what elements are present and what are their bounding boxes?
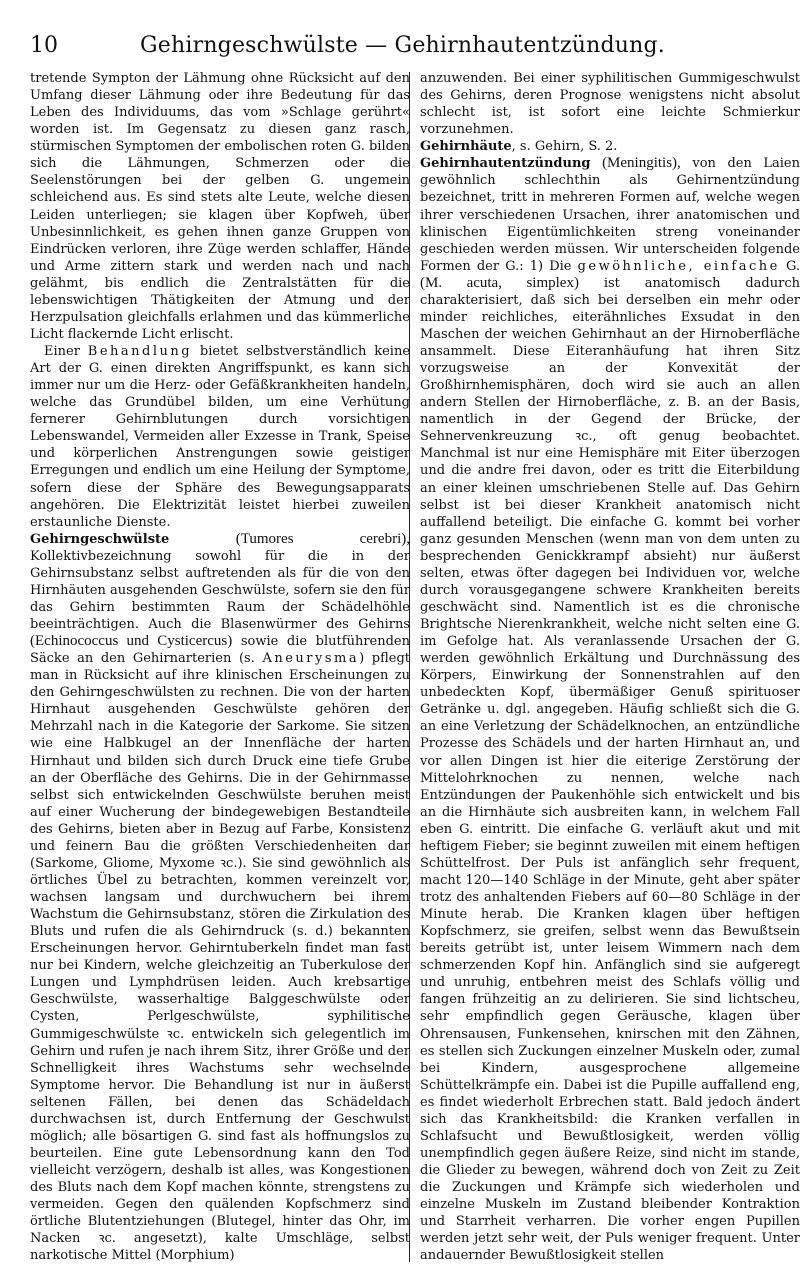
text-run: , s. Gehirn, S. 2. (511, 139, 618, 155)
latin-term: (Meningitis), (602, 155, 681, 172)
headword-gehirnhaeute: Gehirnhäute (420, 139, 512, 155)
text-run: G. (779, 258, 800, 274)
spaced-term: gewöhnliche, einfache (577, 258, 780, 274)
latin-term: (Tumores cerebri), (235, 530, 410, 547)
paragraph-behandlung (30, 343, 410, 531)
spaced-term-behandlung: Behandlung (87, 344, 193, 359)
paragraph-lahmung: tretende Sympton der Lähmung ohne Rücksicht auf den Umfang dieser Lähmung oder ihre Bedeutung für das Leben des Individuums, das vom »Schlage gerührt« worden ist. Im Gegensatz zu diesen ganz rasch, stürmischen Symptomen der embolischen roten G. bilden sich die Lähmungen, Schmerzen oder die Seelenstörungen bei der gelben G. ungemein schleichend aus. Es sind stets alte Leute, welche diesen Leiden unterliegen; sie klagen über Kopfweh, über Unbesinnlichkeit, es gehen ihnen ganze Gruppen von Eindrücken verloren, ihre Züge werden schlaffer, Hände und Arme zittern stark und werden nach und nach gelähmt, bis endlich die Zentralstätten für die lebenswichtigen Thätigkeiten der Atmung und der Herzpulsation gleichfalls erlahmen und das kümmerliche Licht flackernde Licht erlischt. (30, 71, 410, 342)
page-number: 10 (30, 33, 58, 58)
text-run: von den Laien gewöhnlich schlechthin als Gehirnentzündung bezeichnet, tritt in mehreren Formen auf, welche wegen ihrer verschiedenen Ursachen, ihrer anatomischen und klinischen Eigentümlichkeiten streng voneinander geschieden werden müssen. Wir unterscheiden folgende Formen der G.: 1) Die (420, 156, 800, 274)
entry-gehirnhautentzuendung (420, 155, 800, 1264)
text-run: bietet selbstverständlich keine Art der G. einen direkten Angriffspunkt, es kann sich immer nur um die Herz- oder Gefäßkrankheiten handeln, welche das Grundübel bilden, um eine Verhütung fernerer Gehirnblutungen durch vorsichtigen Lebenswandel, Vermeiden aller Exzesse in Trank, Speise und körperlichen Anstrengungen sowie geistiger Erregungen und endlich um eine Heilung der Symptome, sofern diese der Sphäre des Bewegungsapparats angehören. Die Elektrizität leistet hierbei zuweilen erstaunliche Dienste. (30, 344, 410, 530)
left-column (30, 70, 410, 1265)
right-column (420, 70, 800, 1265)
text-run: Kollektivbezeichnung sowohl für die in der Gehirnsubstanz selbst auftretenden als für die von den Hirnhäuten ausgehenden Geschwülste, sofern sie den für das Gehirn bestimmten Raum der Schädelhöhle beeinträchtigen. Auch die Blasenwürmer des Gehirns (30, 548, 410, 632)
entry-gehirnhaeute (420, 138, 800, 155)
page-header (30, 30, 775, 62)
entry-gehirngeschwuelste (30, 531, 410, 1265)
text-run: sowie die blutführenden Säcke an den Gehirnarterien (s. (30, 634, 410, 667)
paragraph-continuation: anzuwenden. Bei einer syphilitischen Gummigeschwulst des Gehirns, deren Prognose wenigstens nicht absolut schlecht ist, ist sofort eine leichte Schmierkur vorzunehmen. (420, 71, 800, 138)
headword-gehirngeschwuelste: Gehirngeschwülste (30, 531, 170, 547)
cross-reference-aneurysma: Aneurysma (262, 651, 360, 667)
running-title: Gehirngeschwülste — Gehirnhautentzündung. (140, 33, 665, 58)
text-run: Einer (44, 344, 88, 359)
text-run: ist anatomisch dadurch charakterisiert, daß sich bei derselben ein mehr oder minder reichliches, eiterähnliches Exsudat in den Maschen der weichen Gehirnhaut an der Hirnoberfläche ansammelt. Diese Eiteranhäufung hat ihren Sitz vorzugsweise an der Konvexität der Großhirnhemisphären, doch wird sie auch an allen andern Stellen der Hirnoberfläche, z. B. an der Basis, namentlich in der Gegend der Brücke, der Sehnervenkreuzung ꝛc., oft genug beobachtet. Manchmal ist nur eine Hemisphäre mit Eiter überzogen und die andre frei davon, oder es tritt die Eiterbildung an einer kleinen umschriebenen Stelle auf. Das Gehirn selbst ist bei dieser Krankheit anatomisch nicht auffallend beteiligt. Die einfache G. kommt bei vorher ganz gesunden Menschen (wenn man von dem unten zu besprechenden Genickkrampf absieht) nur äußerst selten, etwas öfter dagegen bei Individuen vor, welche durch vorausgegangene schwere Krankheiten bereits geschwächt sind. Namentlich ist es die chronische Brightsche Nierenkrankheit, welche nicht selten eine G. im Gefolge hat. Als veranlassende Ursachen der G. werden gewöhnlich Erkältung und Durchnässung des Körpers, Einwirkung der Sonnenstrahlen auf den unbedeckten Kopf, übermäßiger Genuß spirituoser Getränke u. dgl. angegeben. Häufig schließt sich die G. an eine Verletzung der Schädelknochen, an entzündliche Prozesse des Schädels und der harten Hirnhaut an, und vor allen Dingen ist hier die eiterige Zerstörung der Mittelohrknochen zu nennen, welche nach Entzündungen der Paukenhöhle sich entwickelt und bis an die Hirnhäute sich ausbreiten kann, in welchem Fall eben G. eintritt. Die einfache G. verläuft akut und mit heftigem Fieber; sie beginnt zuweilen mit einem heftigen Schüttelfrost. Der Puls ist anfänglich sehr frequent, macht 120—140 Schläge in der Minute, geht aber später trotz des anhaltenden Fiebers auf 60—80 Schläge in der Minute herab. Die Kranken klagen über heftigen Kopfschmerz, sie greifen, selbst wenn das Bewußtsein bereits getrübt ist, unter leisem Wimmern nach dem schmerzenden Kopf hin. Anfänglich sind sie aufgeregt und unruhig, entbehren meist des Schlafs völlig und fangen frühzeitig an zu delirieren. Sie sind lichtscheu, sehr empfindlich gegen Geräusche, klagen über Ohrensausen, Funkensehen, knirschen mit den Zähnen, es stellen sich Zuckungen einzelner Muskeln oder, zumal bei Kindern, ausgesprochene allgemeine Schüttelkrämpfe ein. Dabei ist die Pupille auffallend eng, es findet wiederholt Erbrechen statt. Bald jedoch ändert sich das Krankheitsbild: die Kranken verfallen in Schlafsucht und Bewußtlosigkeit, werden völlig unempfindlich gegen äußere Reize, sind nicht im stande, die Glieder zu bewegen, während doch von Zeit zu Zeit die Zuckungen und Krämpfe sich wiederholen und einzelne Muskeln im Zustand bleibender Kontraktion und Starrheit verharren. Die vorher engen Pupillen werden jetzt sehr weit, der Puls weniger frequent. Unter andauernder Bewußtlosigkeit stellen (420, 275, 800, 1264)
latin-term: (M. acuta, simplex) (420, 274, 579, 291)
text-run: ) pflegt man in Rücksicht auf ihre klinischen Erscheinungen zu den Gehirngeschwülsten zu rechnen. Die von der harten Hirnhaut ausgehenden Geschwülste gehören der Mehrzahl nach in die Kategorie der Sarkome. Sie sitzen wie eine Halbkugel an der Innenfläche der harten Hirnhaut und bilden sich durch Druck eine tiefe Grube an der Oberfläche des Gehirns. Die in der Gehirnmasse selbst sich entwickelnden Geschwülste beruhen meist auf einer Wucherung der bindegewebigen Bestandteile des Gehirns, bieten aber in Bezug auf Farbe, Konsistenz und feinern Bau die größten Verschiedenheiten dar (Sarkome, Gliome, Myxome ꝛc.). Sie sind gewöhnlich als örtliches Übel zu betrachten, kommen vereinzelt vor, wachsen langsam und durchwuchern bei ihrem Wachstum die Gehirnsubstanz, stören die Zirkulation des Bluts und rufen die als Gehirndruck (s. d.) bekannten Erscheinungen hervor. Gehirntuberkeln findet man fast nur bei Kindern, welche gleichzeitig an Tuberkulose der Lungen und Lymphdrüsen leiden. Auch krebsartige Geschwülste, wasserhaltige Balggeschwülste oder Cysten, Perlgeschwülste, syphilitische Gummigeschwülste ꝛc. entwickeln sich gelegentlich im Gehirn und rufen je nach ihrem Sitz, ihrer Größe und der Schnelligkeit ihres Wachstums sehr wechselnde Symptome hervor. Die Behandlung ist nur in äußerst seltenen Fällen, bei denen das Schädeldach durchwachsen ist, durch Entfernung der Geschwulst möglich; alle bösartigen G. sind fast als hoffnungslos zu beurteilen. Eine gute Lebensordnung kann den Tod vielleicht verzögern, deshalb ist alles, was Kongestionen des Bluts nach dem Kopf machen könnte, strengstens zu vermeiden. Gegen den quälenden Kopfschmerz sind örtliche Blutentziehungen (Blutegel, hinter das Ohr, im Nacken ꝛc. angesetzt), kalte Umschläge, selbst narkotische Mittel (Morphium) (30, 651, 410, 1264)
latin-term: (Echinococcus und Cysticercus) (30, 633, 233, 650)
headword-gehirnhautentzuendung: Gehirnhautentzündung (420, 156, 591, 172)
